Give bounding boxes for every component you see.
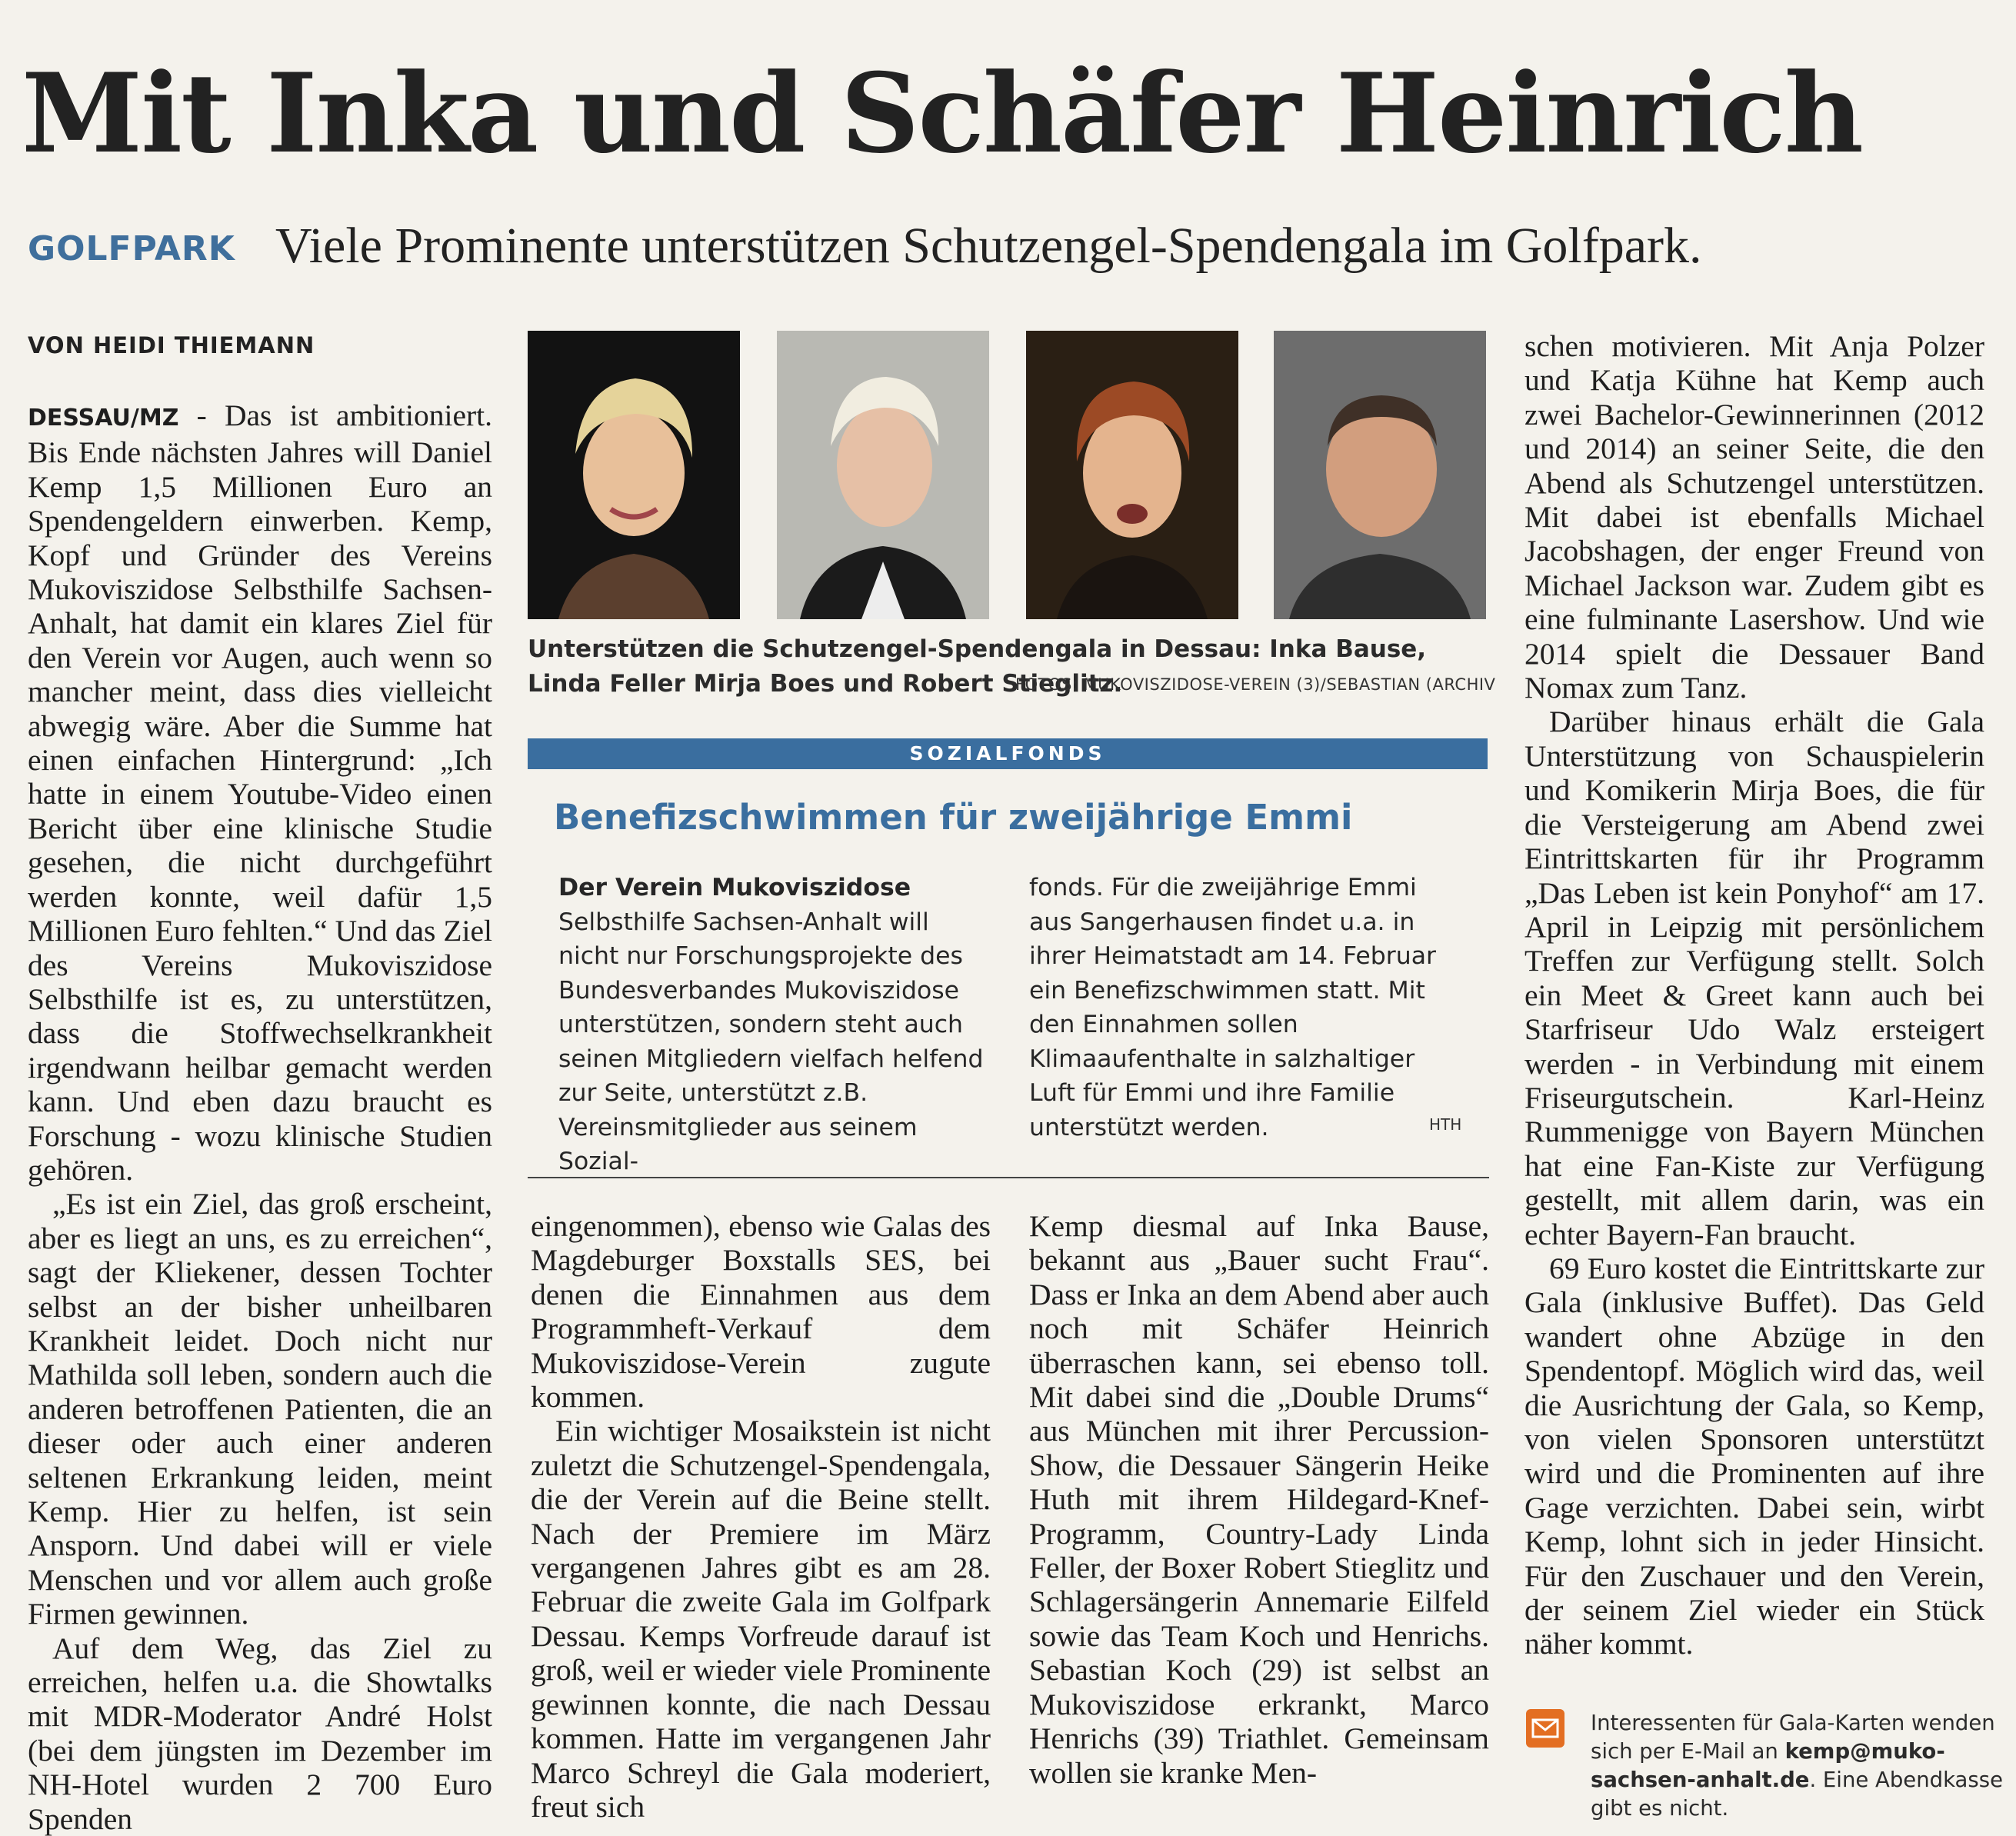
email-link[interactable]: kemp@muko-sachsen-anhalt.de <box>1591 1739 1945 1792</box>
ticket-info <box>1591 1709 2006 1823</box>
kicker: GOLFPARK <box>28 229 235 268</box>
paragraph: eingenommen), ebenso wie Galas des Magdeburger Boxstalls SES, bei denen die Einnahmen aus dem Programmheft-Verkauf dem Mukoviszidose-Verein zugute kommen. <box>531 1209 991 1414</box>
paragraph: „Es ist ein Ziel, das groß erscheint, aber es liegt an uns, es zu erreichen“, sagt der Kliekener, dessen Tochter selbst an der bisher unheilbaren Krankheit leidet. Doch nicht nur Mathilda soll leben, sondern auch die anderen betroffenen Patienten, die an dieser oder auch einer anderen seltenen Erkrankung leiden, meint Kemp. Hier zu helfen, ist sein Ansporn. Und dabei will er viele Menschen und vor allem auch große Firmen gewinnen. <box>28 1187 492 1631</box>
sidebar-column-right <box>1029 871 1460 1145</box>
paragraph: 69 Euro kostet die Eintrittskarte zur Gala (inklusive Buffet). Das Geld wandert ohne Abzüge in den Spendentopf. Möglich wird das, weil die Ausrichtung der Gala, so Kemp, von vielen Sponsoren unterstützt wird und die Prominenten auf ihre Gage verzichten. Dabei sein, wirbt Kemp, lohnt sich in jeder Hinsicht. Für den Zuschauer und den Verein, der seinem Ziel wieder ein Stück näher kommt. <box>1524 1251 1984 1661</box>
mail-icon <box>1526 1709 1564 1748</box>
info-text: Interessenten für Gala-Karten wenden sich per E-Mail an <box>1591 1711 1995 1764</box>
sidebar-column-left <box>558 871 989 1179</box>
section-label: SOZIALFONDS <box>909 742 1106 765</box>
paragraph: Kemp diesmal auf Inka Bause, bekannt aus „Bauer sucht Frau“. Dass er Inka an dem Abend aber auch noch mit Schäfer Heinrich überraschen kann, sei ebenso toll. Mit dabei sind die „Double Drums“ aus München mit ihrer Percussion-Show, die Dessauer Sängerin Heike Huth mit ihrem Hildegard-Knef-Programm, Country-Lady Linda Feller, der Boxer Robert Stieglitz und Schlagersängerin Annemarie Eilfeld sowie das Team Koch und Henrichs. Sebastian Koch (29) ist selbst an Mukoviszidose erkrankt, Marco Henrichs (39) Triathlet. Gemeinsam wollen sie kranke Men- <box>1029 1209 1489 1790</box>
article-column-2 <box>531 1209 991 1824</box>
divider <box>528 1177 1489 1178</box>
paragraph: fonds. Für die zweijährige Emmi aus Sangerhausen findet u.a. in ihrer Heimatstadt am 14. Februar ein Benefizschwimmen statt. Mit den Einnahmen sollen Klimaaufenthalte in salzhaltiger Luft für Emmi und ihre Familie unterstützt werden. <box>1029 874 1436 1141</box>
article-column-3 <box>1029 1209 1489 1790</box>
article-column-4 <box>1524 329 1984 1661</box>
photo-robert-stieglitz <box>1274 331 1486 619</box>
sidebar-signature: HTH <box>1429 1115 1462 1134</box>
headline: Mit Inka und Schäfer Heinrich <box>22 50 1862 178</box>
byline: VON HEIDI THIEMANN <box>28 332 315 358</box>
photo-mirja-boes <box>1026 331 1238 619</box>
sidebar-lead: Der Verein Mukoviszidose <box>558 874 911 901</box>
photo-credit: FOTOS: MUKOVISZIDOSE-VEREIN (3)/SEBASTIAN (ARCHIV <box>1015 675 1496 694</box>
photo-inka-bause <box>528 331 740 619</box>
paragraph: Auf dem Weg, das Ziel zu erreichen, helfen u.a. die Showtalks mit MDR-Moderator André Holst (bei dem jüngsten im Dezember im NH-Hotel wurden 2 700 Euro Spenden <box>28 1631 492 1836</box>
paragraph: Darüber hinaus erhält die Gala Unterstützung von Schauspielerin und Komikerin Mirja Boes, die für die Versteigerung am Abend zwei Eintrittskarten für ihr Programm „Das Leben ist kein Ponyhof“ am 17. April in Leipzig mit persönlichem Treffen zur Verfügung stellt. Solch ein Meet & Greet kann auch bei Starfriseur Udo Walz ersteigert werden - in Verbindung mit einem Friseurgutschein. Karl-Heinz Rummenigge von Bayern München hat eine Fan-Kiste zur Verfügung gestellt, mit allem darin, was ein echter Bayern-Fan braucht. <box>1524 705 1984 1251</box>
paragraph: schen motivieren. Mit Anja Polzer und Katja Kühne hat Kemp auch zwei Bachelor-Gewinnerinnen (2012 und 2014) an seiner Seite, die den Abend als Schutzengel unterstützen. Mit dabei ist ebenfalls Michael Jacobshagen, der enger Freund von Michael Jackson war. Zudem gibt es eine fulminante Lasershow. Und wie 2014 spielt die Dessauer Band Nomax zum Tanz. <box>1524 329 1984 705</box>
paragraph: - Das ist ambitioniert. Bis Ende nächsten Jahres will Daniel Kemp 1,5 Millionen Euro an Spendengeldern einwerben. Kemp, Kopf und Gründer des Vereins Mukoviszidose Selbsthilfe Sachsen-Anhalt, hat damit ein klares Ziel für den Verein vor Augen, auch wenn so mancher meint, dass dies vielleicht abwegig wäre. Aber die Summe hat einen einfachen Hintergrund: „Ich hatte in einem Youtube-Video einen Bericht über eine klinische Studie gesehen, die nicht durchgeführt werden konnte, weil dafür 1,5 Millionen Euro fehlten.“ Und das Ziel des Vereins Mukoviszidose Selbsthilfe ist es, zu unterstützen, dass die Stoffwechselkrankheit irgendwann heilbar gemacht werden kann. Und eben dazu braucht es Forschung - wozu klinische Studien gehören. <box>28 398 492 1187</box>
info-text-end: . Eine Abendkasse gibt es nicht. <box>1591 1768 2003 1821</box>
sidebar-headline: Benefizschwimmen für zweijährige Emmi <box>554 797 1353 838</box>
paragraph: Ein wichtiger Mosaikstein ist nicht zuletzt die Schutzengel-Spendengala, die der Verein auf die Beine stellt. Nach der Premiere im März vergangenen Jahres gibt es am 28. Februar die zweite Gala im Golfpark Dessau. Kemps Vorfreude darauf ist groß, weil er wieder viele Prominente gewinnen konnte, die nach Dessau kommen. Hatte im vergangenen Jahr Marco Schreyl die Gala moderiert, freut sich <box>531 1414 991 1824</box>
photo-linda-feller <box>777 331 989 619</box>
subheadline: Viele Prominente unterstützen Schutzengel-Spendengala im Golfpark. <box>275 218 1702 274</box>
paragraph: Selbsthilfe Sachsen-Anhalt will nicht nur Forschungsprojekte des Bundesverbandes Mukoviszidose unterstützen, sondern steht auch seinen Mitgliedern vielfach helfend zur Seite, unterstützt z.B. Vereinsmitglieder aus seinem Sozial- <box>558 908 984 1175</box>
photo-caption: Unterstützen die Schutzengel-Spendengala in Dessau: Inka Bause, Linda Feller Mirja Boes und Robert Stieglitz. <box>528 635 1427 698</box>
dateline: DESSAU/MZ <box>28 405 179 432</box>
article-column-1 <box>28 398 492 1836</box>
